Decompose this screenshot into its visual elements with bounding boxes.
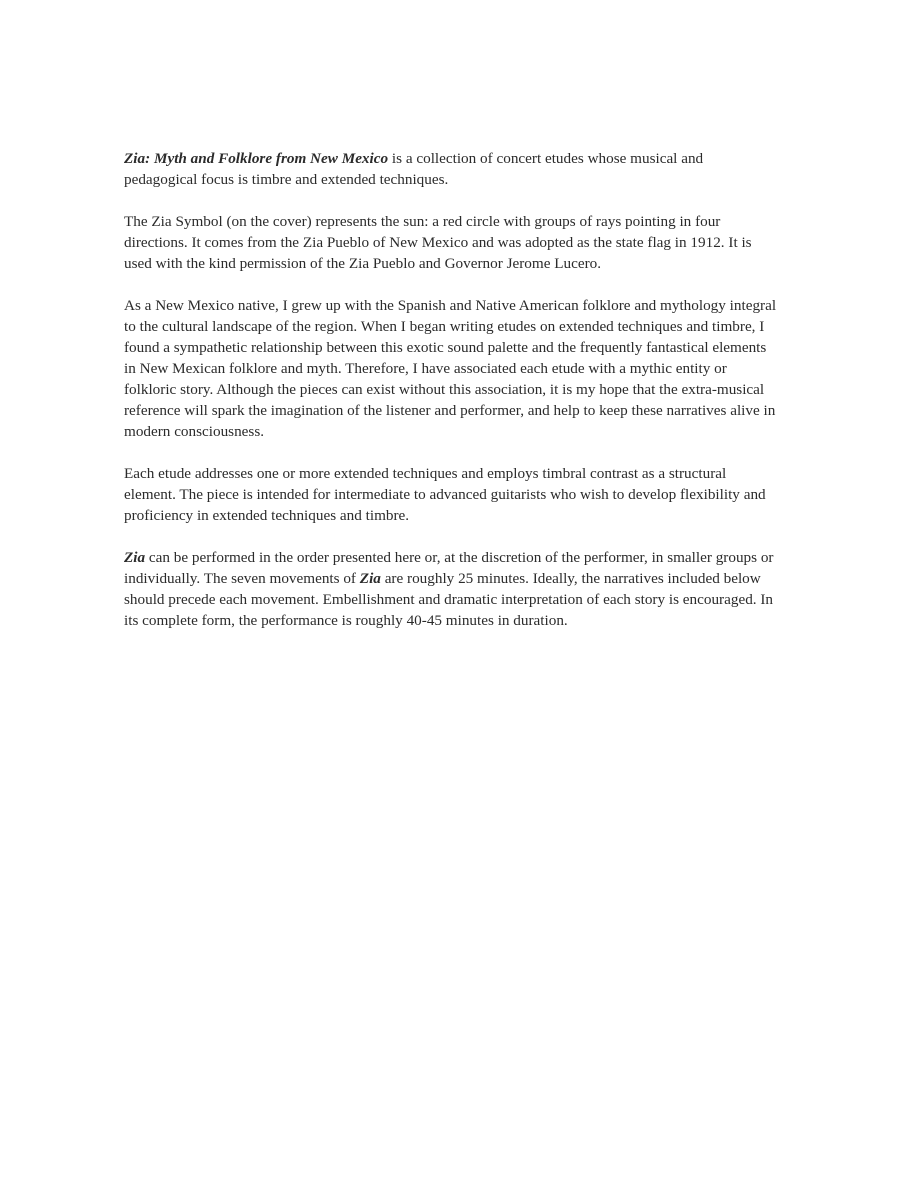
performance-paragraph bbox=[124, 547, 780, 631]
zia-symbol-paragraph: The Zia Symbol (on the cover) represents the sun: a red circle with groups of rays pointing in four directions. It comes from the Zia Pueblo of New Mexico and was adopted as the state flag in 1912. It is used with the kind permission of the Zia Pueblo and Governor Jerome Lucero. bbox=[124, 213, 752, 272]
work-name: Zia bbox=[359, 570, 381, 587]
techniques-paragraph: Each etude addresses one or more extended techniques and employs timbral contrast as a structural element. The piece is intended for intermediate to advanced guitarists who wish to develop flexibility and proficiency in extended techniques and timbre. bbox=[124, 465, 766, 524]
intro-paragraph bbox=[124, 148, 780, 190]
document-body bbox=[124, 148, 780, 652]
performance-text-2: are roughly 25 minutes. Ideally, the narratives included below should precede each movement. Embellishment and dramatic interpretation of each story is encouraged. In its complete form, the performance is roughly 40-45 minutes in duration. bbox=[124, 570, 774, 629]
work-title: Zia: Myth and Folklore from New Mexico bbox=[124, 150, 389, 167]
intro-text: is a collection of concert etudes whose musical and pedagogical focus is timbre and extended techniques. bbox=[124, 150, 704, 188]
background-paragraph: As a New Mexico native, I grew up with the Spanish and Native American folklore and mythology integral to the cultural landscape of the region. When I began writing etudes on extended techniques and timbre, I found a sympathetic relationship between this exotic sound palette and the frequently fantastical elements in New Mexican folklore and myth. Therefore, I have associated each etude with a mythic entity or folkloric story. Although the pieces can exist without this association, it is my hope that the extra-musical reference will spark the imagination of the listener and performer, and help to keep these narratives alive in modern consciousness. bbox=[124, 297, 777, 440]
performance-text-1: can be performed in the order presented here or, at the discretion of the performer, in smaller groups or individually. The seven movements of bbox=[124, 549, 774, 587]
work-name: Zia bbox=[124, 549, 146, 566]
